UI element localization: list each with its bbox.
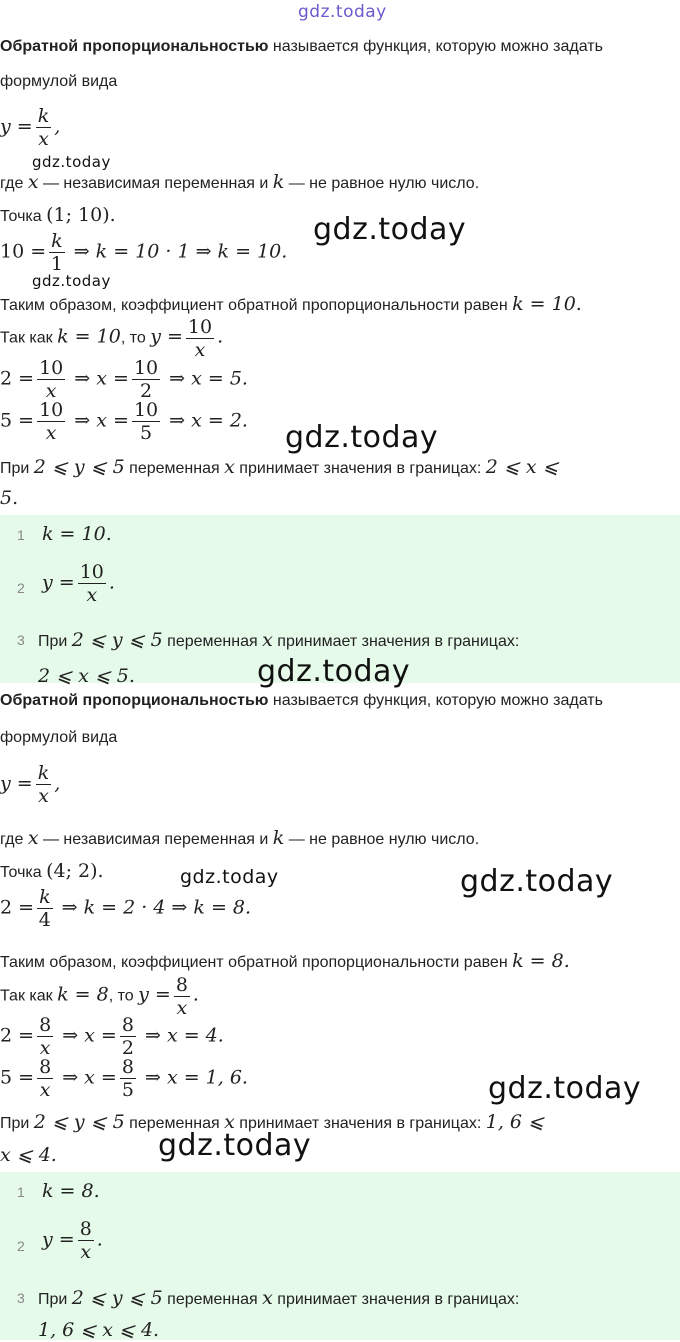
where-text-1: где [0,175,24,192]
math-fragment: (4; 2). [46,860,104,882]
math-fragment: принимает значения в границах: [239,1115,482,1132]
point-line [0,859,104,883]
since-y: y = [150,325,183,348]
math-fragment: x [262,629,273,651]
math-fragment: 10 [39,399,64,421]
where-line [0,170,479,194]
since-text: Так как [0,329,53,347]
watermark: gdz.today [488,1071,642,1106]
math-fragment: — не равное нулю число. [288,831,480,848]
math-fragment: y = [138,983,171,1006]
answer-1: k = 10. [42,523,112,545]
math-fragment: называется функция, которую можно задать [272,692,603,709]
answer-number: 1 [17,1184,25,1200]
math-fragment: k = 8 [57,983,109,1006]
math-fragment: 10 [133,399,159,421]
watermark: gdz.today [313,212,467,247]
math-fragment: k = 8. [512,950,570,972]
math-fragment: 2 = [0,896,35,919]
eq-fraction [49,230,65,275]
where-text-3: — не равное нулю число. [288,175,480,192]
math-fragment: ⇒ x = [74,367,129,390]
coefficient-value: k = 10. [512,293,582,315]
watermark: gdz.today [460,864,614,899]
math-fragment: x [45,380,57,402]
math-fragment: При [0,460,30,477]
since-line: Так как k = 10, то y = $\frac{10}{x}$ . [0,316,224,361]
watermark: gdz.today [32,272,111,290]
math-fragment: x [262,1287,273,1309]
where-x: x [27,171,39,193]
math-fragment: k [37,762,50,784]
definition-line-2: формулой вида [0,729,118,746]
math-fragment: 2 = [0,367,35,390]
math-fragment: x [45,422,57,444]
math-fragment: 2 ⩽ y ⩽ 5 [71,629,163,651]
math-fragment: , то [108,987,134,1005]
answer-3 [38,628,519,652]
math-fragment: Таким образом, коэффициент обратной пропорциональности равен [0,954,508,971]
eq-lhs: 10 = [0,240,47,263]
math-fragment: 10 [133,357,159,379]
equation-y2 [0,357,248,402]
math-fragment: При [38,1291,68,1308]
math-fragment: переменная [167,633,258,650]
eq-rest: ⇒ k = 10 · 1 ⇒ k = 10. [73,240,288,263]
math-fragment: ⇒ x = [62,1024,117,1047]
math-fragment: x [39,1079,51,1101]
math-fragment: Точка [0,864,42,881]
where-line [0,826,479,850]
equation-find-k [0,230,287,275]
math-fragment: 8 [175,974,188,996]
answer-3-cont: 2 ⩽ x ⩽ 5. [38,665,135,687]
math-fragment: x [27,827,39,849]
math-fragment: принимает значения в границах: [277,1291,520,1308]
equation-y2 [0,1014,224,1059]
math-fragment: y = [42,571,75,594]
math-fragment: 2 = [0,1024,35,1047]
definition-text: называется функция, которую можно задать [272,38,603,55]
since-then: , то [120,329,146,347]
definition-line-1 [0,691,603,711]
formula-numerator: k [37,105,50,127]
math-fragment: 2 ⩽ y ⩽ 5 [33,1111,125,1133]
math-fragment: x [224,456,235,478]
equation-find-k [0,886,251,931]
since-fraction [186,316,214,361]
range-line [0,455,559,479]
math-fragment: При [0,1115,30,1132]
math-fragment: 10 [39,357,64,379]
range-line-cont: x ⩽ 4. [0,1144,57,1166]
point-label: Точка [0,208,42,225]
math-fragment: ⇒ x = 4. [144,1024,224,1047]
watermark: gdz.today [285,420,439,455]
coefficient-line [0,292,582,316]
coefficient-line [0,949,570,973]
watermark: gdz.today [158,1128,312,1163]
answer-1: k = 8. [42,1180,100,1202]
math-fragment: 2 ⩽ x ⩽ [485,456,559,478]
answer-number: 3 [17,1290,25,1306]
math-fragment: При [38,633,68,650]
math-fragment: 10 [79,561,104,583]
math-fragment: 5 = [0,1066,35,1089]
since-line: Так как k = 8, то y = $\frac{8}{x}$ . [0,974,199,1019]
math-fragment: ⇒ x = [74,409,129,432]
math-fragment: 5 = [0,409,35,432]
math-fragment: принимает значения в границах: [277,633,520,650]
definition-line-2: формулой вида [0,73,118,90]
formula-fraction [36,105,52,150]
math-fragment: ⇒ x = 2. [169,409,248,432]
since-numerator: 10 [187,316,213,338]
math-fragment: x [80,1241,92,1263]
answer-3 [38,1286,519,1310]
math-fragment: 5 [121,1079,134,1101]
math-fragment: x [224,1111,235,1133]
coefficient-text: Таким образом, коэффициент обратной пропорциональности равен [0,297,508,314]
math-fragment: — независимая переменная и [42,831,269,848]
eq-numerator: k [51,230,63,252]
where-k: k [272,171,285,193]
math-fragment: k [39,886,51,908]
answer-3-cont: 1, 6 ⩽ x ⩽ 4. [38,1319,160,1341]
since-k: k = 10 [57,325,121,348]
math-fragment: y = [0,772,33,795]
math-fragment: переменная [129,460,220,477]
math-fragment: 8 [39,1014,52,1036]
definition-term: Обратной пропорциональностью [0,38,269,55]
math-fragment: принимает значения в границах: [239,460,482,477]
math-fragment: x [39,1037,51,1059]
math-fragment: 2 ⩽ y ⩽ 5 [33,456,125,478]
math-fragment: переменная [167,1291,258,1308]
answer-number: 3 [17,632,25,648]
since-denominator: x [194,339,206,361]
watermark: gdz.today [180,866,279,888]
math-fragment: ⇒ x = 5. [169,367,248,390]
where-text-2: — независимая переменная и [42,175,269,192]
formula-y-k-over-x: y = $\frac{k}{x}$ , [0,762,61,807]
math-fragment: 2 [139,380,153,402]
math-fragment: 1, 6 ⩽ [485,1111,544,1133]
answer-number: 2 [17,580,25,596]
math-fragment: k [272,827,285,849]
point-value: (1; 10). [46,204,116,226]
math-fragment: 8 [39,1056,52,1078]
answer-number: 2 [17,1238,25,1254]
math-fragment: 8 [121,1014,134,1036]
math-fragment: переменная [129,1115,220,1132]
math-fragment: Обратной пропорциональностью [0,692,269,709]
answer-2: y = $\frac{10}{x}$ . [42,561,115,606]
math-fragment: ⇒ x = [62,1066,117,1089]
math-fragment: ⇒ k = 2 · 4 ⇒ k = 8. [61,896,252,919]
formula-lhs: y = [0,115,33,138]
equation-y5 [0,399,248,444]
watermark: gdz.today [257,654,411,689]
math-fragment: y = [42,1228,75,1251]
range-line-cont: 5. [0,487,19,509]
definition-line-1 [0,37,603,57]
answer-number: 1 [17,527,25,543]
math-fragment: 5 [139,422,153,444]
math-fragment: 2 ⩽ y ⩽ 5 [71,1287,163,1309]
math-fragment: Так как [0,987,53,1005]
math-fragment: x [176,997,188,1019]
math-fragment: x [86,584,98,606]
math-fragment: x [38,785,49,807]
answer-2: y = $\frac{8}{x}$ . [42,1218,103,1263]
math-fragment: 8 [79,1218,92,1240]
watermark: gdz.today [32,153,111,171]
formula-denominator: x [38,128,49,150]
formula-y-k-over-x: y = $\frac{k}{x}$ , [0,105,61,150]
equation-y5 [0,1056,248,1101]
math-fragment: 4 [38,909,51,931]
point-line [0,203,116,227]
math-fragment: где [0,831,24,848]
eq-denominator: 1 [50,253,63,275]
math-fragment: 2 [121,1037,134,1059]
math-fragment: 8 [121,1056,134,1078]
top-watermark: gdz.today [298,2,387,22]
math-fragment: ⇒ x = 1, 6. [144,1066,248,1089]
